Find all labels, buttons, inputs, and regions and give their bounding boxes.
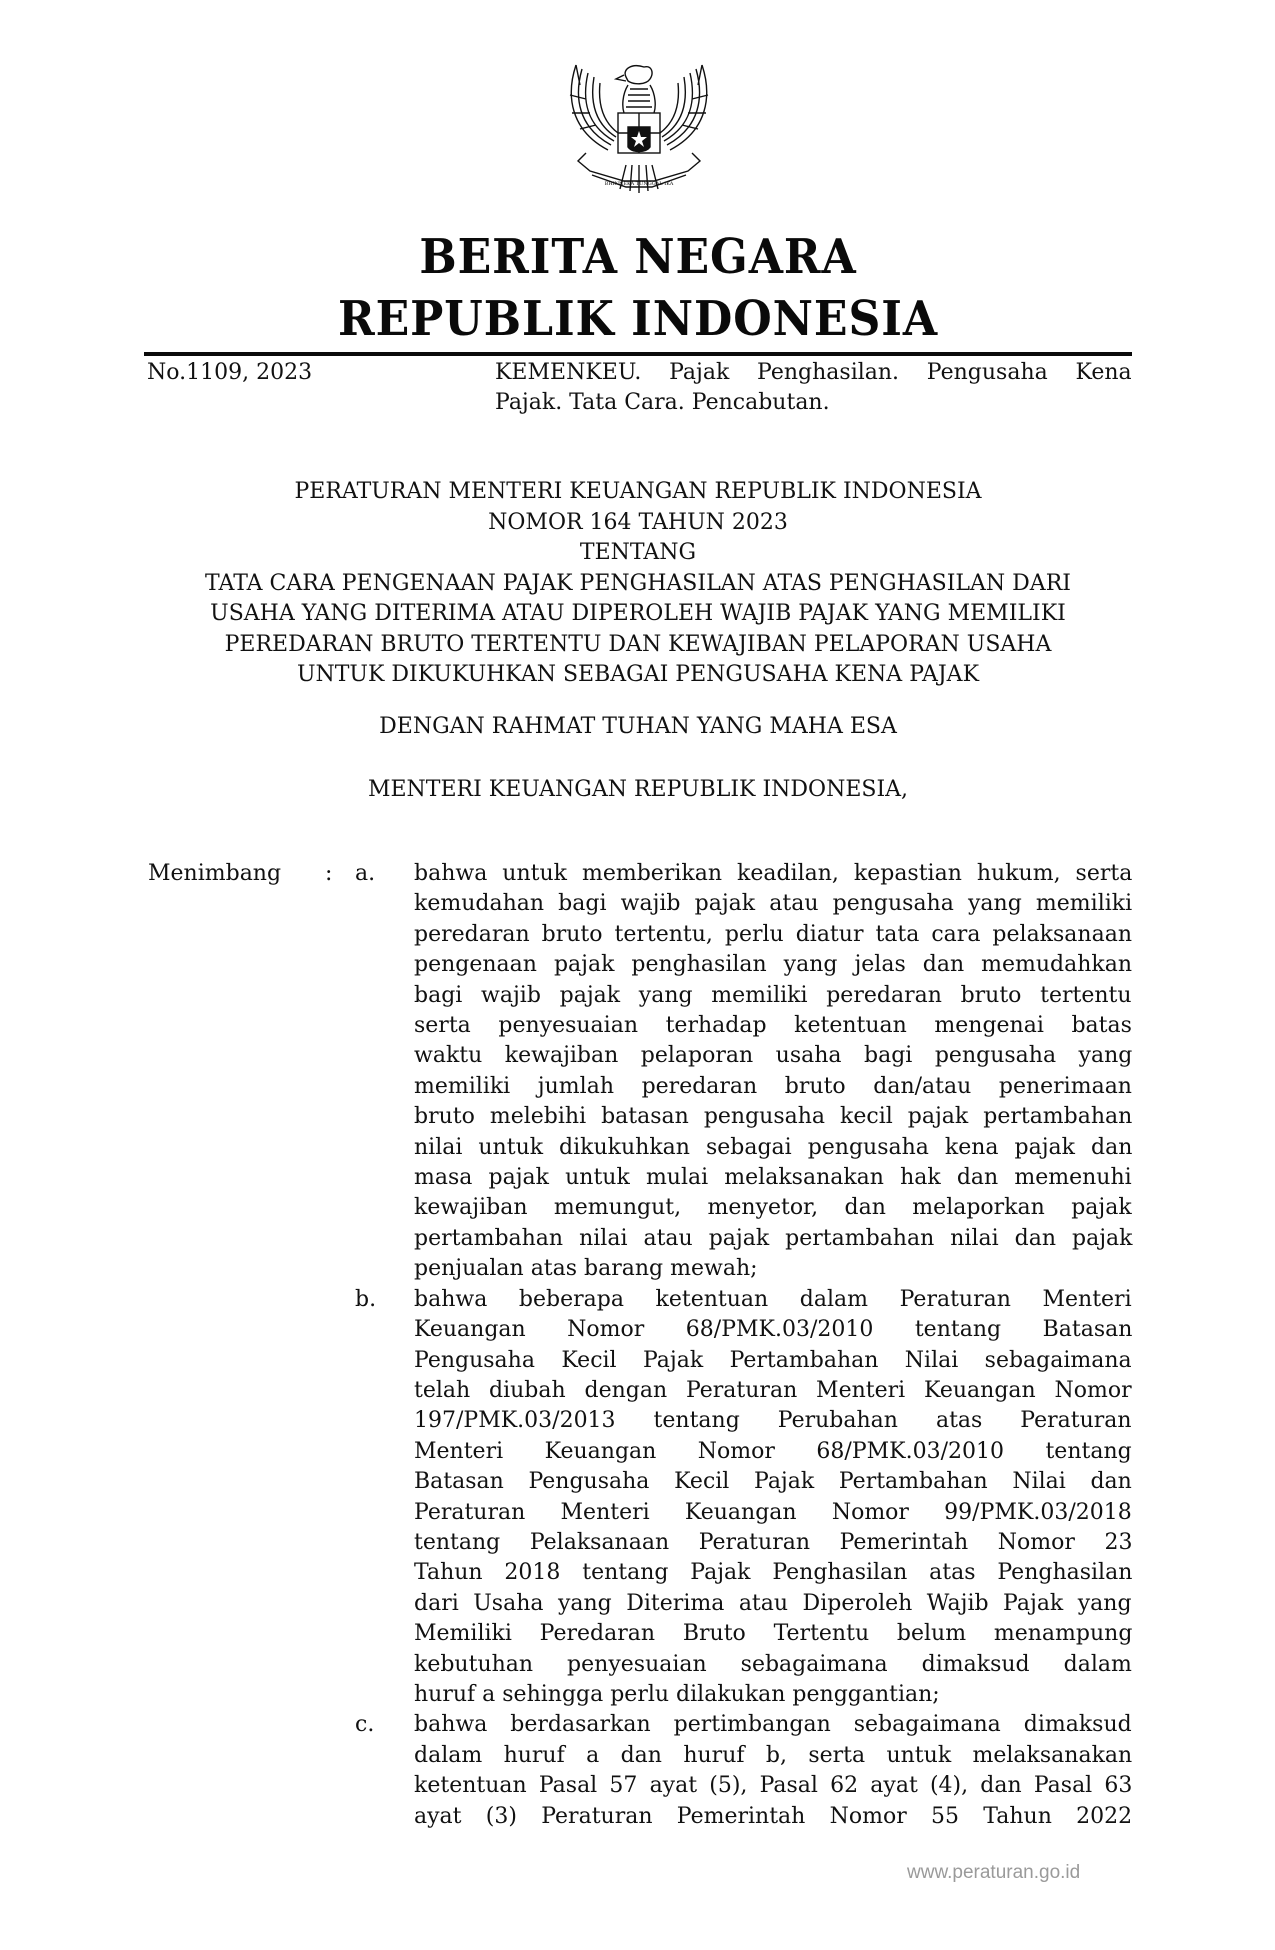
text-line: Menteri Keuangan Nomor 68/PMK.03/2010 tentang bbox=[414, 1438, 1132, 1464]
considerations-section bbox=[0, 859, 1275, 1832]
gazette-subject-line: Pajak. Tata Cara. Pencabutan. bbox=[495, 390, 830, 415]
text-line: Keuangan Nomor 68/PMK.03/2010 tentang Batasan bbox=[414, 1317, 1133, 1343]
text-line: kewajiban memungut, menyetor, dan melaporkan pajak bbox=[414, 1195, 1132, 1221]
text-line: bahwa beberapa ketentuan dalam Peraturan Menteri bbox=[414, 1286, 1132, 1312]
text-line: peredaran bruto tertentu, perlu diatur tata cara pelaksanaan bbox=[414, 921, 1132, 947]
considerations-label: Menimbang bbox=[148, 861, 282, 886]
heading-line: UNTUK DIKUKUHKAN SEBAGAI PENGUSAHA KENA PAJAK bbox=[296, 662, 980, 687]
text-line: Memiliki Peredaran Bruto Tertentu belum menampung bbox=[414, 1621, 1133, 1647]
consideration-item-a bbox=[355, 859, 1132, 1285]
text-line: Batasan Pengusaha Kecil Pajak Pertambahan Nilai dan bbox=[414, 1469, 1132, 1495]
text-line: tentang Pelaksanaan Peraturan Pemerintah Nomor 23 bbox=[414, 1529, 1133, 1555]
text-line: memiliki jumlah peredaran bruto dan/atau penerimaan bbox=[414, 1073, 1132, 1099]
text-line: bahwa untuk memberikan keadilan, kepastian hukum, serta bbox=[414, 861, 1133, 886]
masthead-title-line-1: BERITA NEGARA bbox=[419, 229, 857, 285]
text-line: kebutuhan penyesuaian sebagaimana dimaksud dalam bbox=[414, 1651, 1132, 1677]
text-line: pengenaan pajak penghasilan yang jelas dan memudahkan bbox=[414, 952, 1133, 978]
text-line: telah diubah dengan Peraturan Menteri Keuangan Nomor bbox=[414, 1377, 1132, 1403]
heading-line: USAHA YANG DITERIMA ATAU DIPEROLEH WAJIB PAJAK YANG MEMILIKI bbox=[210, 601, 1066, 626]
text-line: nilai untuk dikukuhkan sebagai pengusaha kena pajak dan bbox=[414, 1134, 1133, 1160]
gazette-subject-line: KEMENKEU. Pajak Penghasilan. Pengusaha Kena bbox=[495, 360, 1132, 385]
text-line: serta penyesuaian terhadap ketentuan mengenai batas bbox=[414, 1013, 1132, 1039]
text-line: kemudahan bagi wajib pajak atau pengusaha yang memiliki bbox=[414, 891, 1133, 917]
regulation-heading bbox=[144, 477, 1132, 691]
source-url[interactable]: www.peraturan.go.id bbox=[907, 1862, 1081, 1883]
text-line: dalam huruf a dan huruf b, serta untuk melaksanakan bbox=[414, 1742, 1133, 1768]
issuing-authority: MENTERI KEUANGAN REPUBLIK INDONESIA, bbox=[367, 777, 909, 802]
heading-line: NOMOR 164 TAHUN 2023 bbox=[488, 509, 788, 535]
text-line: Peraturan Menteri Keuangan Nomor 99/PMK.03/2018 bbox=[414, 1499, 1132, 1525]
masthead-divider bbox=[144, 352, 1132, 356]
heading-line: TATA CARA PENGENAAN PAJAK PENGHASILAN ATAS PENGHASILAN DARI bbox=[205, 570, 1071, 596]
item-text bbox=[414, 1285, 1132, 1711]
text-line: waktu kewajiban pelaporan usaha bagi pengusaha yang bbox=[414, 1043, 1133, 1069]
text-line: pertambahan nilai atau pajak pertambahan nilai dan pajak bbox=[414, 1225, 1133, 1251]
text-line: Pengusaha Kecil Pajak Pertambahan Nilai sebagaimana bbox=[414, 1347, 1132, 1373]
invocation: DENGAN RAHMAT TUHAN YANG MAHA ESA bbox=[379, 714, 897, 739]
item-letter: a. bbox=[355, 861, 376, 886]
considerations-colon: : bbox=[325, 861, 333, 886]
masthead-title-line-2: REPUBLIK INDONESIA bbox=[337, 291, 939, 347]
text-line: ayat (3) Peraturan Pemerintah Nomor 55 Tahun 2022 bbox=[414, 1803, 1133, 1829]
text-line: penjualan atas barang mewah; bbox=[414, 1256, 758, 1282]
item-letter: c. bbox=[355, 1712, 375, 1738]
text-line: 197/PMK.03/2013 tentang Perubahan atas Peraturan bbox=[414, 1408, 1132, 1434]
consideration-item-c bbox=[355, 1710, 1132, 1832]
text-line: masa pajak untuk mulai melaksanakan hak dan memenuhi bbox=[414, 1165, 1132, 1191]
heading-line: PERATURAN MENTERI KEUANGAN REPUBLIK INDONESIA bbox=[294, 479, 982, 504]
text-line: Tahun 2018 tentang Pajak Penghasilan atas Penghasilan bbox=[414, 1560, 1133, 1586]
gazette-subject bbox=[495, 358, 1132, 418]
consideration-item-b bbox=[355, 1285, 1132, 1711]
gazette-number: No.1109, 2023 bbox=[147, 360, 313, 385]
motto-text: BHINNEKA TUNGGAL IKA bbox=[604, 181, 674, 187]
text-line: bruto melebihi batasan pengusaha kecil pajak pertambahan bbox=[414, 1104, 1133, 1130]
garuda-pancasila-emblem-icon bbox=[556, 55, 722, 205]
text-line: huruf a sehingga perlu dilakukan penggantian; bbox=[414, 1681, 940, 1707]
text-line: ketentuan Pasal 57 ayat (5), Pasal 62 ayat (4), dan Pasal 63 bbox=[414, 1773, 1133, 1799]
heading-line: TENTANG bbox=[579, 540, 697, 565]
item-letter: b. bbox=[355, 1286, 377, 1312]
item-text bbox=[414, 859, 1132, 1285]
heading-line: PEREDARAN BRUTO TERTENTU DAN KEWAJIBAN PELAPORAN USAHA bbox=[224, 631, 1052, 657]
item-text bbox=[414, 1710, 1132, 1832]
text-line: bahwa berdasarkan pertimbangan sebagaimana dimaksud bbox=[414, 1712, 1132, 1738]
text-line: dari Usaha yang Diterima atau Diperoleh Wajib Pajak yang bbox=[414, 1590, 1132, 1616]
text-line: bagi wajib pajak yang memiliki peredaran bruto tertentu bbox=[414, 982, 1132, 1008]
